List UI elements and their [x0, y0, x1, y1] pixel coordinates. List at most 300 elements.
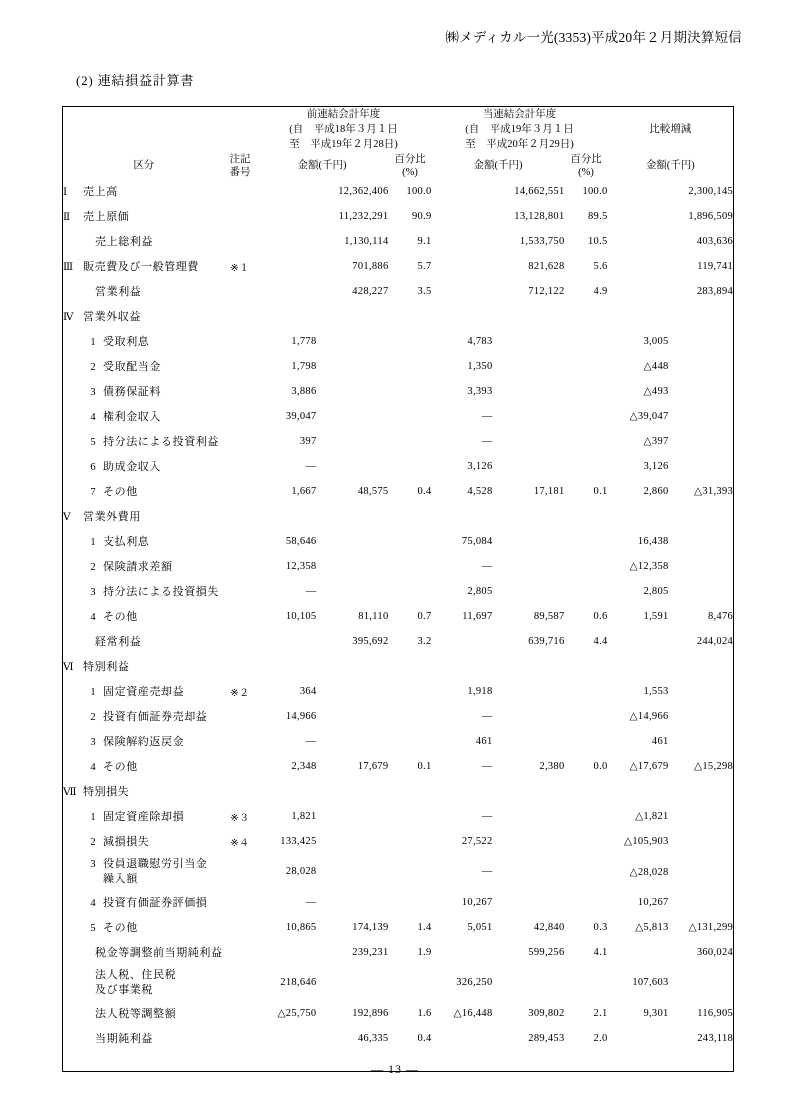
- comparison-total-amount: △15,298: [694, 761, 734, 773]
- prev-percent: 9.1: [417, 235, 432, 247]
- curr-percent: 100.0: [582, 185, 608, 197]
- table-row: [63, 504, 734, 529]
- row-label-text: 法人税等調整額: [95, 1008, 177, 1021]
- curr-percent: 89.5: [587, 210, 608, 222]
- prev-total-amount: [317, 829, 389, 854]
- prev-total-amount: [317, 354, 389, 379]
- row-label-text: 保険解約返戻金: [103, 736, 185, 749]
- prev-total-amount: 239,231: [352, 946, 389, 958]
- curr-total-amount: [493, 354, 565, 379]
- curr-detail-amount: 5,051: [467, 921, 493, 933]
- row-roman-numeral: Ⅰ: [63, 187, 68, 199]
- row-label-text: その他: [103, 761, 138, 774]
- row-note-number: [225, 604, 256, 629]
- row-label-cell: [63, 890, 225, 915]
- prev-period-to: 至 平成19年２月28日): [289, 139, 398, 151]
- curr-total-amount: 309,802: [528, 1007, 565, 1019]
- curr-detail-amount: 27,522: [461, 835, 493, 847]
- table-row: [63, 1026, 734, 1051]
- consolidated-income-statement-table: [62, 106, 734, 1072]
- curr-percent: [565, 729, 608, 754]
- curr-percent: 5.6: [593, 260, 608, 272]
- table-row: [63, 779, 734, 804]
- row-label-text: 税金等調整前当期純利益: [95, 947, 223, 960]
- comparison-detail-amount: △14,966: [629, 711, 669, 723]
- prev-detail-amount: 3,886: [291, 385, 317, 397]
- prev-percent: 1.9: [417, 946, 432, 958]
- prev-percent: 3.2: [417, 635, 432, 647]
- row-item-number: 7: [90, 487, 96, 499]
- row-note-number: [225, 479, 256, 504]
- row-item-number: 5: [90, 437, 96, 449]
- row-label-cell: [63, 915, 225, 940]
- row-label-cell: [63, 379, 225, 404]
- table-row: [63, 940, 734, 965]
- prev-percent: [389, 779, 432, 804]
- table-row: [63, 229, 734, 254]
- curr-detail-amount: 326,250: [456, 977, 493, 989]
- row-label-cell: [63, 779, 225, 804]
- prev-detail-amount: [256, 279, 317, 304]
- row-note-number: [225, 429, 256, 454]
- row-note-number: [225, 579, 256, 604]
- comparison-detail-amount: [608, 304, 669, 329]
- prev-detail-amount: —: [305, 896, 317, 908]
- curr-total-amount: [493, 729, 565, 754]
- header-prev-percent: 百分比 (%): [394, 153, 426, 178]
- comparison-total-amount: [669, 529, 734, 554]
- prev-detail-amount: —: [305, 460, 317, 472]
- curr-detail-amount: 3,126: [467, 460, 493, 472]
- curr-total-amount: [493, 779, 565, 804]
- curr-period-to: 至 平成20年２月29日): [465, 139, 574, 151]
- prev-detail-amount: 10,105: [285, 610, 317, 622]
- prev-total-amount: 174,139: [352, 921, 389, 933]
- table-row: [63, 804, 734, 829]
- curr-detail-amount: [432, 940, 493, 965]
- table-row: [63, 704, 734, 729]
- row-label-text: 売上原価: [83, 211, 130, 224]
- prev-percent: 3.5: [417, 285, 432, 297]
- curr-detail-amount: [432, 179, 493, 204]
- header-division-label: 区分: [133, 160, 155, 172]
- curr-percent: 0.0: [593, 760, 608, 772]
- table-row: [63, 554, 734, 579]
- curr-total-amount: 42,840: [533, 921, 565, 933]
- curr-percent: [565, 354, 608, 379]
- prev-total-amount: [317, 454, 389, 479]
- curr-percent: [565, 704, 608, 729]
- row-item-number: 2: [90, 712, 96, 724]
- table-row: [63, 890, 734, 915]
- curr-period-from: (自 平成19年３月１日: [465, 124, 574, 136]
- comparison-detail-amount: △5,813: [635, 922, 669, 934]
- row-note-number: [225, 729, 256, 754]
- header-curr-percent: 百分比 (%): [570, 153, 602, 178]
- comparison-total-amount: 2,300,145: [688, 185, 734, 197]
- row-roman-numeral: Ⅶ: [63, 787, 77, 799]
- section-heading: (2) 連結損益計算書: [76, 73, 195, 88]
- row-label-cell: [63, 404, 225, 429]
- running-header: ㈱メディカル一光(3353)平成20年２月期決算短信: [445, 30, 742, 45]
- curr-percent: 10.5: [587, 235, 608, 247]
- row-item-number: 1: [90, 812, 96, 824]
- curr-detail-amount: —: [481, 560, 493, 572]
- curr-percent: 2.0: [593, 1032, 608, 1044]
- row-label-text: 特別損失: [83, 786, 130, 799]
- row-note-number: [225, 940, 256, 965]
- comparison-total-amount: [669, 829, 734, 854]
- row-note-number: [225, 179, 256, 204]
- prev-detail-amount: 39,047: [285, 410, 317, 422]
- prev-total-amount: 701,886: [352, 260, 389, 272]
- curr-percent: [565, 779, 608, 804]
- curr-percent: 4.9: [593, 285, 608, 297]
- comparison-total-amount: [669, 379, 734, 404]
- row-label-cell: [63, 854, 225, 890]
- prev-total-amount: 17,679: [357, 760, 389, 772]
- curr-detail-amount: 1,350: [467, 360, 493, 372]
- comparison-total-amount: 116,905: [697, 1007, 734, 1019]
- curr-percent: 2.1: [593, 1007, 608, 1019]
- prev-percent: 0.7: [417, 610, 432, 622]
- prev-detail-amount: 2,348: [291, 760, 317, 772]
- row-label-text: 当期純利益: [95, 1033, 153, 1046]
- prev-total-amount: [317, 579, 389, 604]
- table-row: [63, 404, 734, 429]
- curr-total-amount: [493, 579, 565, 604]
- curr-detail-amount: 75,084: [461, 535, 493, 547]
- prev-total-amount: [317, 704, 389, 729]
- row-label-text: その他: [103, 486, 138, 499]
- prev-total-amount: [317, 679, 389, 704]
- table-row: [63, 379, 734, 404]
- comparison-total-amount: [669, 454, 734, 479]
- row-label-cell: [63, 965, 225, 1001]
- row-item-number: 2: [90, 837, 96, 849]
- header-comparison: [608, 107, 734, 153]
- row-note-number: [225, 354, 256, 379]
- prev-total-amount: [317, 890, 389, 915]
- row-note-number: ※３: [230, 812, 250, 824]
- comparison-total-amount: [669, 854, 734, 890]
- row-label-text: 販売費及び一般管理費: [83, 261, 199, 274]
- row-label-text: 営業外費用: [83, 511, 141, 524]
- curr-detail-amount: [432, 254, 493, 279]
- curr-percent: [565, 454, 608, 479]
- comparison-detail-amount: [608, 629, 669, 654]
- row-note-number: [225, 629, 256, 654]
- prev-detail-amount: 1,798: [291, 360, 317, 372]
- prev-detail-amount: [256, 304, 317, 329]
- curr-detail-amount: 3,393: [467, 385, 493, 397]
- prev-detail-amount: [256, 229, 317, 254]
- comparison-total-amount: 283,894: [696, 285, 734, 297]
- header-prev-period: [256, 107, 432, 153]
- prev-percent: [389, 704, 432, 729]
- curr-detail-amount: —: [481, 435, 493, 447]
- prev-percent: 1.4: [417, 921, 432, 933]
- row-label-text: 受取配当金: [103, 361, 161, 374]
- row-label-cell: [63, 629, 225, 654]
- curr-detail-amount: —: [481, 866, 493, 878]
- prev-percent: [389, 854, 432, 890]
- prev-percent: [389, 654, 432, 679]
- curr-total-amount: 2,380: [539, 760, 565, 772]
- prev-percent: [389, 529, 432, 554]
- table-row: [63, 179, 734, 204]
- row-roman-numeral: Ⅲ: [63, 262, 74, 274]
- prev-detail-amount: [256, 254, 317, 279]
- table-row: [63, 279, 734, 304]
- comparison-detail-amount: [608, 229, 669, 254]
- comparison-total-amount: 403,636: [696, 235, 734, 247]
- comparison-total-amount: [669, 579, 734, 604]
- row-label-cell: [63, 729, 225, 754]
- comparison-total-amount: [669, 404, 734, 429]
- prev-detail-amount: [256, 779, 317, 804]
- row-note-number: [225, 965, 256, 1001]
- row-label-text: 営業利益: [95, 286, 142, 299]
- table-row: [63, 604, 734, 629]
- row-label-cell: [63, 704, 225, 729]
- row-label-cell: [63, 429, 225, 454]
- row-label-text: 法人税、住民税 及び事業税: [95, 969, 177, 996]
- row-item-number: 1: [90, 537, 96, 549]
- curr-detail-amount: [432, 204, 493, 229]
- row-note-number: [225, 890, 256, 915]
- curr-total-amount: [493, 704, 565, 729]
- curr-total-amount: [493, 429, 565, 454]
- curr-detail-amount: [432, 279, 493, 304]
- header-comparison-amount: 金額(千円): [645, 160, 695, 172]
- curr-detail-amount: 2,805: [467, 585, 493, 597]
- table-row: [63, 304, 734, 329]
- row-item-number: 3: [90, 587, 96, 599]
- table-row: [63, 915, 734, 940]
- header-blank-division: [63, 107, 225, 153]
- row-item-number: 4: [90, 412, 96, 424]
- row-label-text: 権利金収入: [103, 411, 161, 424]
- prev-detail-amount: 1,778: [291, 335, 317, 347]
- comparison-total-amount: [669, 654, 734, 679]
- prev-total-amount: [317, 854, 389, 890]
- comparison-detail-amount: 1,553: [643, 685, 669, 697]
- table-row: [63, 454, 734, 479]
- prev-total-amount: [317, 429, 389, 454]
- curr-total-amount: [493, 654, 565, 679]
- curr-detail-amount: —: [481, 410, 493, 422]
- comparison-detail-amount: △448: [643, 361, 669, 373]
- prev-total-amount: [317, 529, 389, 554]
- curr-detail-amount: —: [481, 760, 493, 772]
- prev-detail-amount: 58,646: [285, 535, 317, 547]
- curr-percent: [565, 654, 608, 679]
- prev-detail-amount: 28,028: [285, 866, 317, 878]
- prev-percent: 90.9: [411, 210, 432, 222]
- row-item-number: 5: [90, 923, 96, 935]
- curr-percent: 0.1: [593, 485, 608, 497]
- row-label-cell: [63, 254, 225, 279]
- row-label-cell: [63, 529, 225, 554]
- table-row: [63, 754, 734, 779]
- curr-percent: 4.4: [593, 635, 608, 647]
- row-item-number: 1: [90, 337, 96, 349]
- prev-detail-amount: [256, 179, 317, 204]
- comparison-detail-amount: △493: [643, 386, 669, 398]
- curr-total-amount: 17,181: [533, 485, 565, 497]
- row-label-text: 役員退職慰労引当金 繰入額: [103, 858, 208, 885]
- comparison-total-amount: [669, 354, 734, 379]
- comparison-detail-amount: [608, 254, 669, 279]
- header-curr-amount: 金額(千円): [473, 160, 523, 172]
- curr-percent: [565, 804, 608, 829]
- prev-percent: [389, 804, 432, 829]
- curr-total-amount: [493, 804, 565, 829]
- row-note-number: [225, 779, 256, 804]
- table-row: [63, 529, 734, 554]
- curr-detail-amount: —: [481, 710, 493, 722]
- table-header: [63, 107, 734, 179]
- table-row: [63, 679, 734, 704]
- curr-percent: [565, 679, 608, 704]
- prev-total-amount: 1,130,114: [344, 235, 389, 247]
- row-label-cell: [63, 179, 225, 204]
- row-note-number: [225, 229, 256, 254]
- prev-percent: 0.1: [417, 760, 432, 772]
- curr-total-amount: [493, 554, 565, 579]
- comparison-detail-amount: △105,903: [623, 836, 669, 848]
- comparison-detail-amount: 2,805: [643, 585, 669, 597]
- prev-total-amount: [317, 404, 389, 429]
- page-number: — 13 —: [371, 1062, 419, 1076]
- prev-total-amount: [317, 804, 389, 829]
- curr-total-amount: [493, 965, 565, 1001]
- curr-total-amount: 639,716: [528, 635, 565, 647]
- curr-total-amount: 712,122: [528, 285, 565, 297]
- curr-total-amount: [493, 404, 565, 429]
- comparison-total-amount: [669, 779, 734, 804]
- prev-percent: [389, 579, 432, 604]
- prev-total-amount: [317, 554, 389, 579]
- prev-total-amount: 46,335: [357, 1032, 389, 1044]
- prev-total-amount: [317, 379, 389, 404]
- row-label-text: 支払利息: [103, 536, 150, 549]
- prev-percent: [389, 679, 432, 704]
- curr-detail-amount: [432, 629, 493, 654]
- comparison-detail-amount: △12,358: [629, 561, 669, 573]
- table-row: [63, 1001, 734, 1026]
- row-label-cell: [63, 829, 225, 854]
- curr-detail-amount: 1,918: [467, 685, 493, 697]
- row-label-cell: [63, 504, 225, 529]
- comparison-detail-amount: [608, 654, 669, 679]
- row-label-text: その他: [103, 611, 138, 624]
- curr-percent: [565, 529, 608, 554]
- row-note-number: [225, 204, 256, 229]
- curr-percent: [565, 404, 608, 429]
- comparison-detail-amount: [608, 779, 669, 804]
- prev-percent: [389, 965, 432, 1001]
- comparison-total-amount: [669, 304, 734, 329]
- curr-total-amount: [493, 854, 565, 890]
- prev-detail-amount: —: [305, 735, 317, 747]
- row-label-cell: [63, 804, 225, 829]
- row-note-number: [225, 529, 256, 554]
- row-note-number: ※４: [230, 837, 250, 849]
- prev-total-amount: 81,110: [358, 610, 389, 622]
- row-roman-numeral: Ⅳ: [63, 312, 74, 324]
- prev-detail-amount: [256, 204, 317, 229]
- row-label-text: 助成金収入: [103, 461, 161, 474]
- row-label-cell: [63, 329, 225, 354]
- curr-percent: [565, 890, 608, 915]
- row-item-number: 4: [90, 612, 96, 624]
- comparison-detail-amount: △397: [643, 436, 669, 448]
- prev-percent: [389, 329, 432, 354]
- row-label-text: 固定資産除却損: [103, 811, 185, 824]
- prev-detail-amount: 1,667: [291, 485, 317, 497]
- prev-total-amount: 12,362,406: [338, 185, 389, 197]
- curr-detail-amount: [432, 1026, 493, 1051]
- comparison-detail-amount: 2,860: [643, 485, 669, 497]
- comparison-title: 比較増減: [649, 124, 692, 136]
- prev-percent: 5.7: [417, 260, 432, 272]
- curr-total-amount: 289,453: [528, 1032, 565, 1044]
- row-note-number: [225, 915, 256, 940]
- row-label-cell: [63, 754, 225, 779]
- table-row: [63, 479, 734, 504]
- comparison-detail-amount: 10,267: [637, 896, 669, 908]
- prev-detail-amount: 14,966: [285, 710, 317, 722]
- comparison-detail-amount: [608, 940, 669, 965]
- comparison-detail-amount: [608, 279, 669, 304]
- comparison-total-amount: 360,024: [696, 946, 734, 958]
- prev-total-amount: [317, 779, 389, 804]
- prev-detail-amount: —: [305, 585, 317, 597]
- row-label-cell: [63, 479, 225, 504]
- prev-percent: [389, 454, 432, 479]
- prev-detail-amount: 218,646: [280, 977, 317, 989]
- table-row: [63, 854, 734, 890]
- row-roman-numeral: Ⅱ: [63, 212, 71, 224]
- comparison-detail-amount: 3,005: [643, 335, 669, 347]
- row-note-number: [225, 504, 256, 529]
- row-note-number: [225, 554, 256, 579]
- prev-detail-amount: 1,821: [291, 810, 317, 822]
- row-note-number: [225, 304, 256, 329]
- prev-percent: [389, 429, 432, 454]
- row-note-number: [225, 404, 256, 429]
- curr-detail-amount: [432, 304, 493, 329]
- curr-period-title: 当連結会計年度: [482, 109, 557, 120]
- comparison-total-amount: [669, 554, 734, 579]
- curr-percent: [565, 379, 608, 404]
- row-label-cell: [63, 454, 225, 479]
- comparison-total-amount: [669, 329, 734, 354]
- table-row: [63, 829, 734, 854]
- comparison-detail-amount: 3,126: [643, 460, 669, 472]
- prev-detail-amount: [256, 654, 317, 679]
- comparison-detail-amount: △39,047: [629, 411, 669, 423]
- curr-detail-amount: 4,783: [467, 335, 493, 347]
- comparison-total-amount: [669, 965, 734, 1001]
- prev-total-amount: 48,575: [357, 485, 389, 497]
- prev-detail-amount: [256, 940, 317, 965]
- row-label-cell: [63, 1026, 225, 1051]
- curr-percent: 0.6: [593, 610, 608, 622]
- curr-total-amount: [493, 529, 565, 554]
